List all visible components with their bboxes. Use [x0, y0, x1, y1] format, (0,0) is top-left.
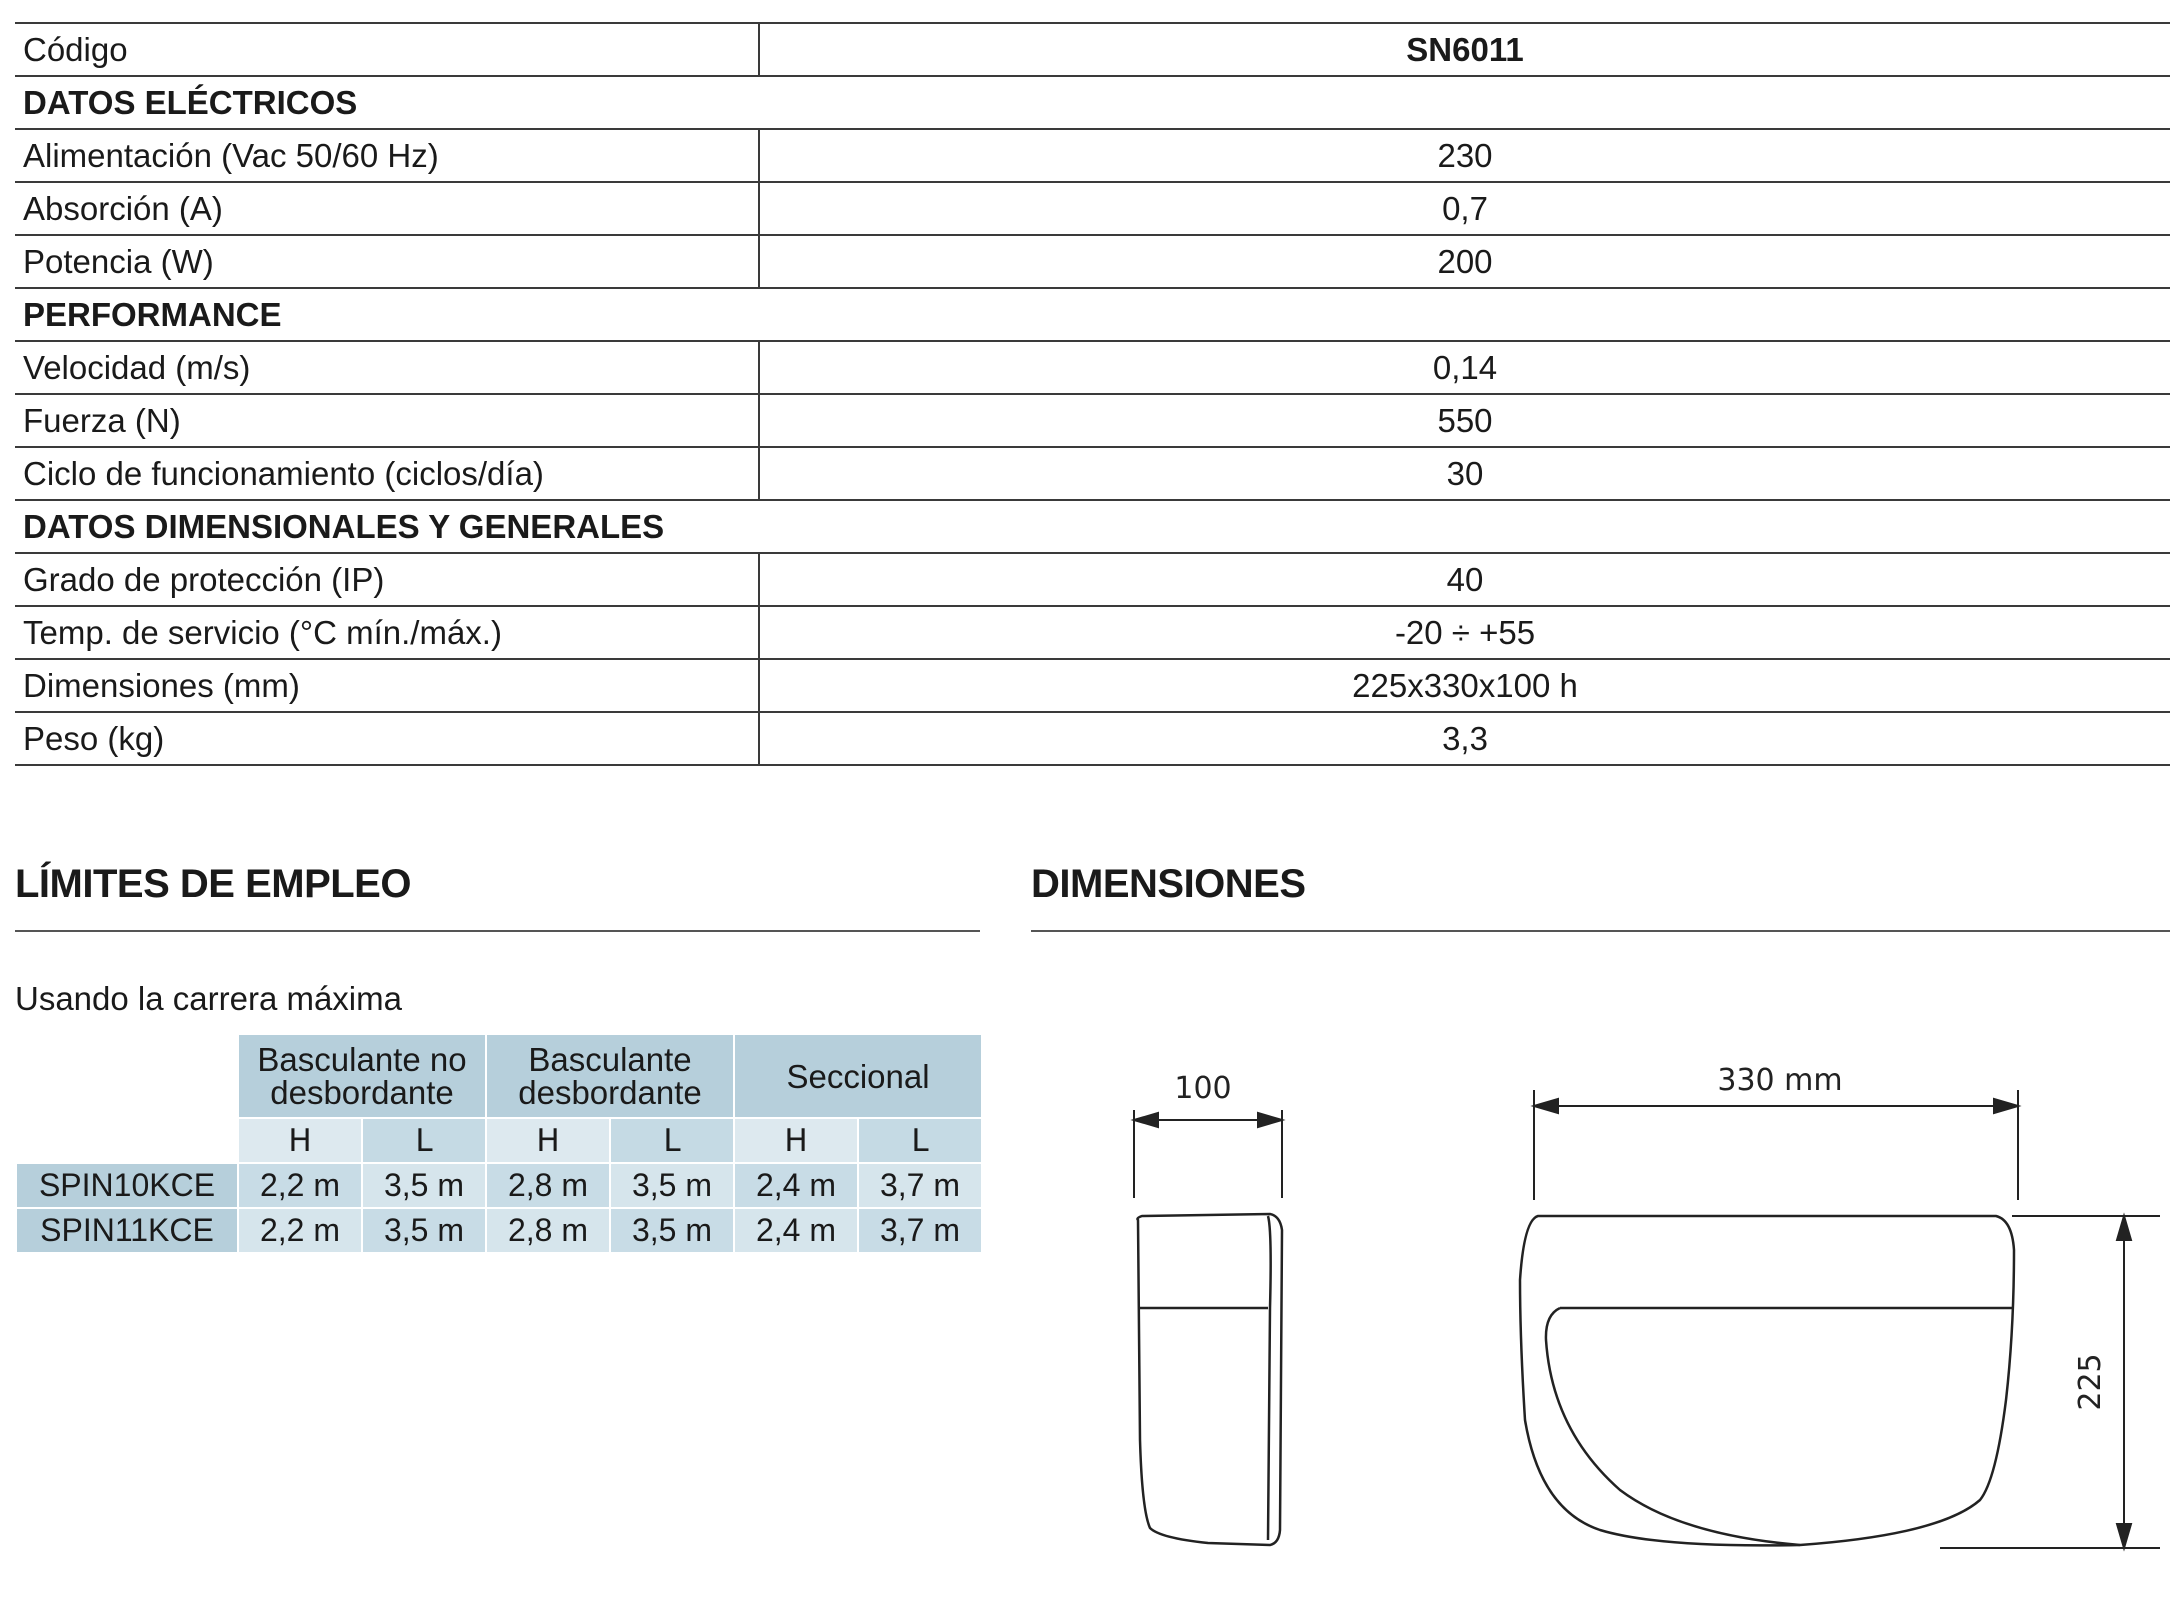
model-name: SPIN11KCE — [17, 1209, 237, 1252]
spec-label: Temp. de servicio (°C mín./máx.) — [15, 606, 759, 659]
code-label: Código — [15, 23, 759, 76]
limit-value: 2,8 m — [487, 1164, 609, 1207]
table-row — [15, 712, 2170, 765]
product-code: SN6011 — [759, 23, 2170, 76]
model-name: SPIN10KCE — [17, 1164, 237, 1207]
table-row — [17, 1164, 981, 1207]
dimensions-title: DIMENSIONES — [1031, 862, 1306, 906]
spec-value: 3,3 — [759, 712, 2170, 765]
limit-value: 2,4 m — [735, 1209, 857, 1252]
length-label: 330 mm — [1717, 1063, 1843, 1098]
limit-value: 3,5 m — [363, 1209, 485, 1252]
table-row — [15, 235, 2170, 288]
spec-value: -20 ÷ +55 — [759, 606, 2170, 659]
limit-value: 3,7 m — [859, 1164, 981, 1207]
group-header-seccional: Seccional — [735, 1035, 981, 1117]
limit-value: 2,2 m — [239, 1209, 361, 1252]
table-row — [15, 394, 2170, 447]
spec-section-row — [15, 288, 2170, 341]
group-header-basculante-desbordante: Basculante desbordante — [487, 1035, 733, 1117]
limits-title: LÍMITES DE EMPLEO — [15, 862, 411, 906]
spec-value: 550 — [759, 394, 2170, 447]
spec-value: 30 — [759, 447, 2170, 500]
subheader-h: H — [239, 1119, 361, 1162]
spec-label: Grado de protección (IP) — [15, 553, 759, 606]
spec-value: 40 — [759, 553, 2170, 606]
spec-table — [15, 22, 2170, 766]
table-row — [15, 341, 2170, 394]
limits-subheader-row — [17, 1119, 981, 1162]
spec-section-title: PERFORMANCE — [15, 288, 2170, 341]
subheader-l: L — [859, 1119, 981, 1162]
height-dimension — [1940, 1216, 2160, 1548]
spec-label: Alimentación (Vac 50/60 Hz) — [15, 129, 759, 182]
spec-value: 200 — [759, 235, 2170, 288]
spec-label: Dimensiones (mm) — [15, 659, 759, 712]
limit-value: 3,5 m — [611, 1164, 733, 1207]
table-row — [15, 182, 2170, 235]
spec-value: 230 — [759, 129, 2170, 182]
limits-group-row — [17, 1035, 981, 1117]
spec-section-title: DATOS DIMENSIONALES Y GENERALES — [15, 500, 2170, 553]
spec-header-row — [15, 23, 2170, 76]
table-row — [15, 606, 2170, 659]
subheader-l: L — [611, 1119, 733, 1162]
dimensions-divider — [1031, 930, 2170, 932]
table-row — [15, 553, 2170, 606]
spec-section-title: DATOS ELÉCTRICOS — [15, 76, 2170, 129]
dimension-drawing — [1100, 1040, 2170, 1570]
limit-value: 3,5 m — [363, 1164, 485, 1207]
spec-label: Peso (kg) — [15, 712, 759, 765]
limit-value: 3,5 m — [611, 1209, 733, 1252]
table-row — [15, 129, 2170, 182]
spec-label: Ciclo de funcionamiento (ciclos/día) — [15, 447, 759, 500]
limit-value: 2,4 m — [735, 1164, 857, 1207]
group-header-basculante-no-desbordante: Basculante no desbordante — [239, 1035, 485, 1117]
spec-section-row — [15, 500, 2170, 553]
limits-divider — [15, 930, 980, 932]
spec-label: Fuerza (N) — [15, 394, 759, 447]
spec-section-row — [15, 76, 2170, 129]
spec-label: Absorción (A) — [15, 182, 759, 235]
limits-corner-cell — [17, 1119, 237, 1162]
limit-value: 3,7 m — [859, 1209, 981, 1252]
limit-value: 2,8 m — [487, 1209, 609, 1252]
spec-value: 225x330x100 h — [759, 659, 2170, 712]
spec-value: 0,7 — [759, 182, 2170, 235]
length-dimension — [1534, 1090, 2018, 1200]
spec-value: 0,14 — [759, 341, 2170, 394]
subheader-l: L — [363, 1119, 485, 1162]
table-row — [15, 659, 2170, 712]
width-dimension — [1134, 1110, 1282, 1198]
limit-value: 2,2 m — [239, 1164, 361, 1207]
spec-label: Potencia (W) — [15, 235, 759, 288]
spec-table-body — [15, 23, 2170, 765]
limits-table — [15, 1033, 983, 1254]
subheader-h: H — [487, 1119, 609, 1162]
table-row — [15, 447, 2170, 500]
side-view-outline — [1138, 1214, 1283, 1545]
height-label: 225 — [2073, 1353, 2108, 1411]
width-label: 100 — [1174, 1071, 1232, 1106]
table-row — [17, 1209, 981, 1252]
spec-label: Velocidad (m/s) — [15, 341, 759, 394]
front-view-outline — [1520, 1216, 2014, 1545]
limits-corner-cell — [17, 1035, 237, 1117]
limits-note: Usando la carrera máxima — [15, 980, 402, 1017]
subheader-h: H — [735, 1119, 857, 1162]
